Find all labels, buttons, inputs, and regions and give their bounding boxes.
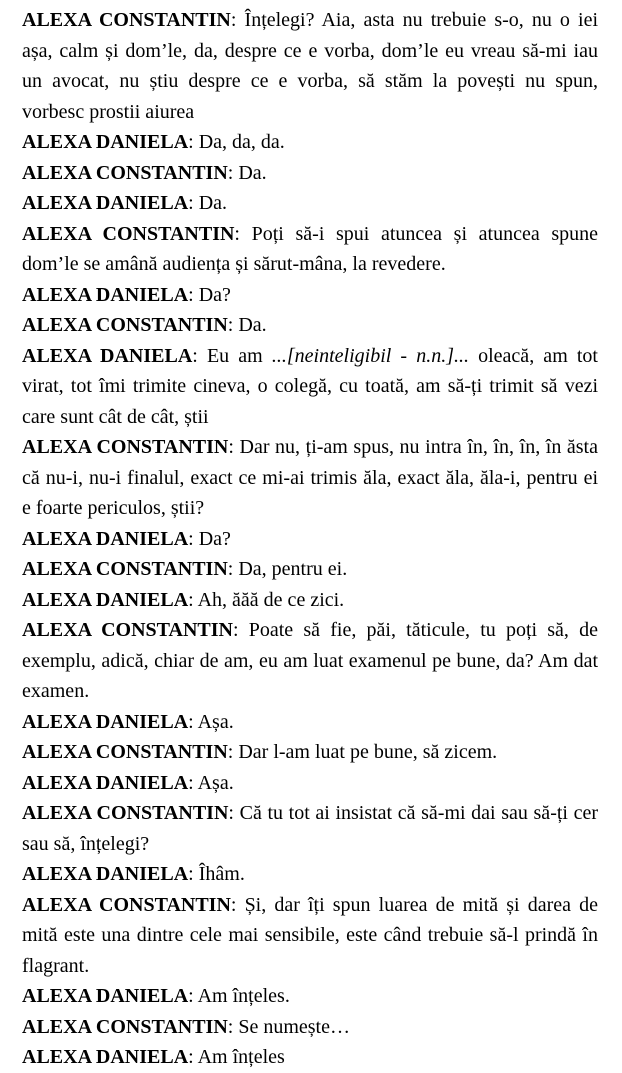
utterance-text: Așa. [197,771,234,794]
utterance-text: Se numește… [238,1015,350,1038]
dialogue-entry [22,859,598,890]
speaker-name: ALEXA CONSTANTIN [22,741,228,763]
utterance-text: Am înțeles [197,1046,285,1068]
speaker-separator: : [230,9,245,31]
utterance-text: oleacă, am tot virat, tot îmi trimite cineva, o colegă, cu toată, am să-ți trimit să vezi care sunt cât de cât, știi [22,344,598,428]
utterance-text: Înțelegi? Aia, asta nu trebuie s-o, nu o iei așa, calm și dom’le, da, despre ce e vorba, dom’le eu vreau să-mi iau un avocat, nu știu despre ce e vorba, să stăm la povești nu spun, vorbesc prostii aiurea [22,9,599,123]
speaker-separator: : [227,741,239,763]
dialogue-entry [22,737,598,768]
speaker-name: ALEXA CONSTANTIN [22,558,228,580]
speaker-separator: : [188,863,199,885]
utterance-text: Da. [198,192,228,214]
utterance-text: Da, da, da. [198,131,285,153]
dialogue-entry [22,127,598,158]
dialogue-entry [22,615,598,707]
speaker-name: ALEXA DANIELA [22,344,193,367]
speaker-name: ALEXA CONSTANTIN [22,893,231,916]
speaker-name: ALEXA DANIELA [22,985,189,1007]
speaker-name: ALEXA CONSTANTIN [22,222,235,245]
utterance-text: Că tu tot ai insistat că să-mi dai sau să-ți cer sau să, înțelegi? [22,802,599,855]
dialogue-entry [22,5,598,127]
utterance-text: Ah, ăăă de ce zici. [197,588,345,611]
utterance-text: Da? [198,527,231,550]
utterance-text: Poți să-i spui atuncea și atuncea spune dom’le se amână audiența și sărut-mâna, la revedere. [22,222,599,275]
speaker-separator: : [188,283,199,306]
speaker-name: ALEXA DANIELA [22,283,189,306]
speaker-name: ALEXA CONSTANTIN [22,619,233,641]
speaker-separator: : [188,131,199,153]
utterance-text: Poate să fie, păi, tăticule, tu poți să, de exemplu, adică, chiar de am, eu am luat examenul pe bune, da? Am dat examen. [22,619,599,702]
dialogue-entry [22,981,598,1012]
utterance-text: Și, dar îți spun luarea de mită și darea de mită este una dintre cele mai sensibile, este când trebuie să-l prindă în flagrant. [22,893,598,977]
speaker-separator: : [230,893,245,916]
dialogue-entry [22,1042,598,1073]
speaker-separator: : [188,985,198,1007]
dialogue-entry [22,798,598,859]
speaker-name: ALEXA DANIELA [22,771,189,794]
dialogue-entry [22,432,598,524]
utterance-text: Îhâm. [198,863,245,885]
speaker-separator: : [227,558,239,580]
speaker-separator: : [232,619,249,641]
dialogue-entry [22,219,598,280]
speaker-separator: : [188,527,199,550]
speaker-separator: : [188,1046,198,1068]
speaker-separator: : [188,588,198,611]
speaker-separator: : [234,222,252,245]
utterance-text: Da, pentru ei. [238,558,348,580]
utterance-text: Eu am [206,344,272,367]
dialogue-entry [22,1012,598,1043]
dialogue-entry [22,188,598,219]
utterance-text: Da? [198,283,231,306]
speaker-name: ALEXA DANIELA [22,131,189,153]
dialogue-entry [22,280,598,311]
utterance-text: Dar l-am luat pe bune, să zicem. [238,741,498,763]
utterance-text: Da. [238,314,267,336]
speaker-name: ALEXA DANIELA [22,588,189,611]
speaker-name: ALEXA DANIELA [22,192,189,214]
utterance-text: Așa. [197,710,234,733]
speaker-separator: : [227,314,239,336]
speaker-separator: : [227,161,239,184]
dialogue-entry [22,341,598,433]
dialogue-entry [22,524,598,555]
speaker-separator: : [188,192,199,214]
speaker-name: ALEXA CONSTANTIN [22,314,228,336]
speaker-name: ALEXA DANIELA [22,527,189,550]
speaker-name: ALEXA DANIELA [22,710,189,733]
speaker-name: ALEXA CONSTANTIN [22,436,229,458]
speaker-separator: : [188,710,198,733]
speaker-separator: : [192,344,207,367]
dialogue-entry [22,554,598,585]
utterance-text: Da. [238,161,267,184]
dialogue-entry [22,310,598,341]
dialogue-entry [22,768,598,799]
speaker-separator: : [227,1015,239,1038]
speaker-name: ALEXA CONSTANTIN [22,9,231,31]
dialogue-entry [22,890,598,982]
speaker-name: ALEXA CONSTANTIN [22,161,228,184]
transcript-body [22,5,598,1073]
dialogue-entry [22,707,598,738]
utterance-text: Am înțeles. [197,985,290,1007]
speaker-name: ALEXA CONSTANTIN [22,1015,228,1038]
speaker-separator: : [228,436,240,458]
speaker-separator: : [228,802,240,824]
dialogue-entry [22,585,598,616]
speaker-separator: : [188,771,198,794]
utterance-text: Dar nu, ți-am spus, nu intra în, în, în, în ăsta că nu-i, nu-i finalul, exact ce mi-ai trimis ăla, exact ăla, ăla-i, pentru ei e foarte periculos, știi? [22,436,598,519]
speaker-name: ALEXA DANIELA [22,1046,189,1068]
editorial-note-text: ...[neinteligibil - n.n.]... [271,344,469,367]
dialogue-entry [22,158,598,189]
speaker-name: ALEXA CONSTANTIN [22,802,229,824]
speaker-name: ALEXA DANIELA [22,863,189,885]
